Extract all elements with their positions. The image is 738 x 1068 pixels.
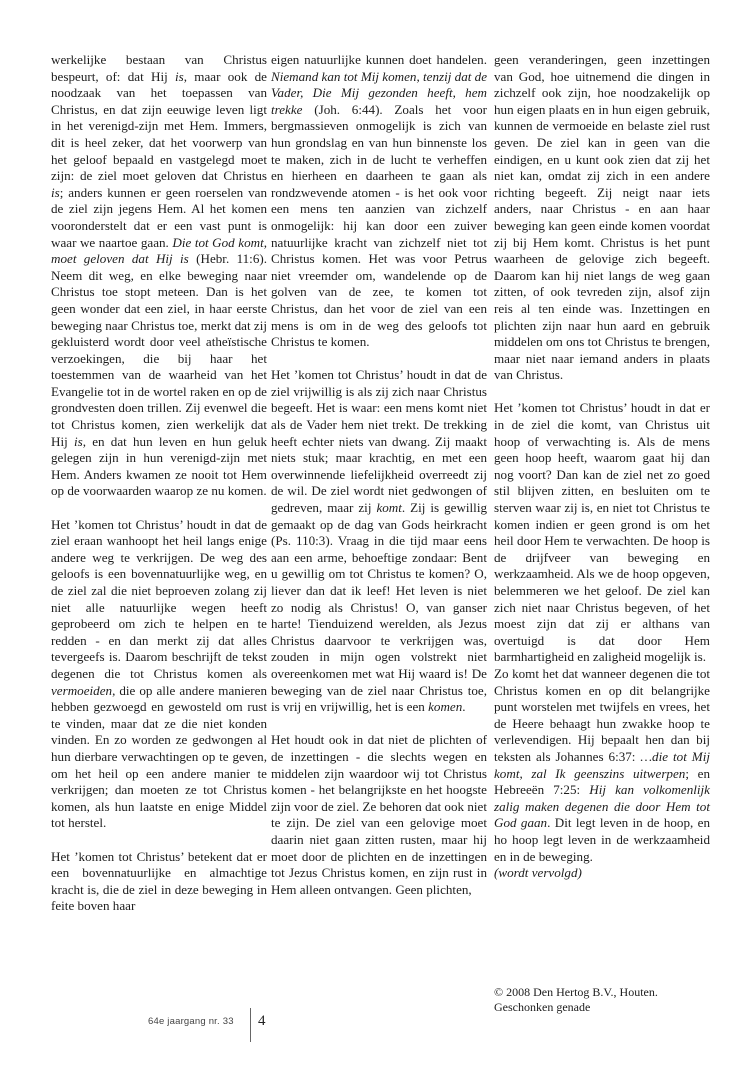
scripture-quote: Die tot God komt, moet geloven dat Hij is (51, 234, 267, 267)
emphasis: komt (376, 500, 402, 516)
text-run: ; anders kunnen er geen roerselen van de ziel zijn jegens Hem. Al het komen vooronderstelt dat er een vast punt is waar we naartoe gaan. (51, 184, 267, 250)
text-run: Het ’komen tot Christus’ houdt in dat de ziel eraan wanhoopt het heil langs enige andere weg te verkrijgen. De weg des geloofs is een bovennatuurlijke weg, en de ziel zal die niet beproeven zolang zij niet alle natuurlijke wegen heeft geprobeerd om zich te helpen en te redden - en dan merkt zij dat alles tevergeefs is. Daarom beschrijft de tekst degenen die tot Christus komen als (51, 516, 267, 681)
text-run: werkelijke bestaan van Christus bespeurt, of: dat Hij (51, 52, 267, 84)
footer-divider (250, 1008, 251, 1042)
copyright-line: © 2008 Den Hertog B.V., Houten. (494, 985, 658, 999)
text-run: ; en Hebreeën 7:25: (494, 765, 710, 798)
paragraph (51, 517, 267, 832)
scripture-quote: Hij kan volkomenlijk zalig maken degenen die door Hem tot God gaan (494, 782, 710, 831)
column-3 (494, 52, 710, 898)
to-be-continued-note: (wordt vervolgd) (494, 865, 582, 881)
text-run: Het ’komen tot Christus’ houdt in dat de ziel vrijwillig is als zij zich naar Christus begeeft. Het is waar: een mens komt niet als de Vader hem niet trekt. De trekking heeft echter niets van dwang. Zij maakt niets stuk; maar krachtig, en met een overwinnende liefelijkheid overreedt zij de wil. De ziel wordt niet gedwongen of gedreven, maar zij (271, 367, 487, 516)
paragraph (271, 52, 487, 351)
paragraph (494, 865, 710, 882)
page-number: 4 (258, 1013, 266, 1029)
emphasis: is (51, 184, 60, 200)
paragraph (494, 666, 710, 865)
source-title: Geschonken genade (494, 1000, 591, 1014)
paragraph: Het ’komen tot Christus’ houdt in dat er in de ziel die komt, van Christus uit hoop of verwachting is. Als de mens geen hoop heeft, waarom gaat hij dan nog voort? Dan kan de ziel net zo goed stil blijven zitten, en besluiten om te sterven waar zij is, en niet tot Christus te komen indien er geen grond is om het heil door Hem te verwachten. De hoop is de drijfveer van beweging en werkzaamheid. Als we de hoop opgeven, belemmeren we het geloof. De ziel kan zich niet naar Christus begeven, of het moest zijn dat zij er althans van overtuigd is dat door Hem barmhartigheid en zaligheid mogelijk is. (494, 400, 710, 665)
copyright-notice (494, 985, 710, 1015)
text-run: . Dit legt leven in de hoop, en ho hoop legt leven in de werkzaamheid en in de beweging. (494, 815, 710, 864)
text-run: (Joh. 6:44). Zoals het voor bergmassieven onmogelijk is zich van hun grondslag en van hun binnenste los te maken, zich in de lucht te verheffen en hierheen en daarheen te gaan als rondzwevende atomen - is het ook voor een mens ten aanzien van zichzelf onmogelijk: hij kan door een zuiver natuurlijke kracht van zichzelf niet tot Christus komen. Het was voor Petrus niet vreemder om, wandelende op de golven van de zee, te komen tot Christus, dan het voor de ziel van een mens is om in de weg des geloofs tot Christus te komen. (271, 101, 487, 350)
text-run: , die op alle andere manieren hebben gezwoegd en gewosteld om rust te vinden, maar dat ze die niet konden vinden. En zo worden ze gedwongen al hun dierbare verwachtingen op te geven, om het heil op een andere manier te verkrijgen; dan moeten ze tot Christus komen, als hun laatste en enige Middel tot herstel. (51, 682, 267, 831)
paragraph (51, 52, 267, 500)
paragraph: geen veranderingen, geen inzettingen van God, hoe uitnemend die dingen in zichzelf ook zijn, hoe noodzakelijk op hun eigen plaats en in hun eigen gebruik, kunnen de vermoeide en belaste ziel rust geven. De ziel kan in geen van die eindigen, en u kunt ook zien dat zij het niet kan, omdat zij zich in een andere richting begeeft. Zij neigt naar iets anders, naar Christus - en aan haar beweging kan geen einde komen voordat zij bij Hem komt. Christus is het punt waarheen de gelovige zich begeeft. Daarom kan hij niet langs de weg gaan zitten, of ook tevreden zijn, alsof zijn reis al ten einde was. Inzettingen en plichten zijn naar hun aard en gebruik middelen om ons tot Christus te brengen, maar niet naar iemand anders in plaats van Christus. (494, 52, 710, 383)
text-run: Zo komt het dat wanneer degenen die tot Christus komen en op dit belangrijke punt worstelen met twijfels en vrees, het de Heere behaagt hun zwakke hoop te verlevendigen. Hij bepaalt hen dan bij teksten als Johannes 6:37: (494, 665, 710, 764)
emphasis: is (175, 68, 184, 84)
text-run: (Hebr. 11:6). Neem dit weg, en elke beweging naar Christus toe stopt meteen. Dan is het geen wonder dat een ziel, in haar eerste beweging naar Christus toe, merkt dat zij gekluisterd wordt door veel atheïstische verzoekingen, die bij haar het toestemmen van de waarheid van het Evangelie tot in de wortel raken en op de grondvesten doen trillen. Zij evenwel die tot Christus komen, zien werkelijk dat Hij (51, 251, 267, 449)
text-run: , maar ook de noodzaak van het toepassen van Christus, en dat zijn eeuwige leven ligt in het verenigd-zijn met Hem. Immers, dit is heel zeker, dat het voorwerp van het geloof bepaald en vastgelegd moet zijn: de ziel moet geloven dat Christus (51, 68, 267, 184)
paragraph: Het houdt ook in dat niet de plichten of de inzettingen - die slechts wegen en middelen zijn waardoor wij tot Christus komen - het belangrijkste en het hoogste zijn voor de ziel. Ze behoren dat ook niet te zijn. De ziel van een gelovige moet daarin niet gaan zitten rusten, maar hij moet door de plichten en de inzettingen tot Jezus Christus komen, en zijn rust in Hem alleen ontvangen. Geen plichten, (271, 732, 487, 897)
column-2 (271, 52, 487, 898)
column-1 (51, 52, 267, 915)
text-run: eigen natuurlijke kunnen doet handelen. (271, 52, 487, 67)
emphasis: komen (428, 699, 463, 715)
paragraph: Het ’komen tot Christus’ betekent dat er een bovennatuurlijke en almachtige kracht is, die de ziel in deze beweging in feite boven haar (51, 848, 267, 914)
text-run: , en dat hun leven en hun geluk gelegen zijn in hun verenigd-zijn met Hem. Anders kwamen ze nooit tot Hem op de voorwaarden waarop ze nu komen. (51, 433, 267, 499)
scripture-quote: Niemand kan tot Mij komen, tenzij dat de Vader, Die Mij gezonden heeft, hem trekke (271, 68, 488, 117)
scripture-quote: …die tot Mij komt, zal Ik geenszins uitwerpen (494, 748, 710, 781)
text-run: . (462, 699, 466, 715)
text-run: . Zij is gewillig gemaakt op de dag van Gods heirkracht (Ps. 110:3). Vraag in die tijd maar eens aan een arme, behoeftige zondaar: Bent u gewillig om tot Christus te komen? O, liever dan dat ik leef! Het leven is niet zo nodig als Christus! O, van ganser harte! Tienduizend werelden, als Jezus Christus daarvoor te verkrijgen was, zouden in mijn ogen volstrekt niet overeenkomen met wat Hij waard is! De beweging van de ziel naar Christus toe, is vrij en vrijwillig, het is een (271, 500, 487, 715)
emphasis: vermoeiden (51, 682, 113, 698)
emphasis: is (73, 433, 83, 449)
paragraph (271, 367, 487, 715)
issue-label: 64e jaargang nr. 33 (148, 1016, 234, 1027)
